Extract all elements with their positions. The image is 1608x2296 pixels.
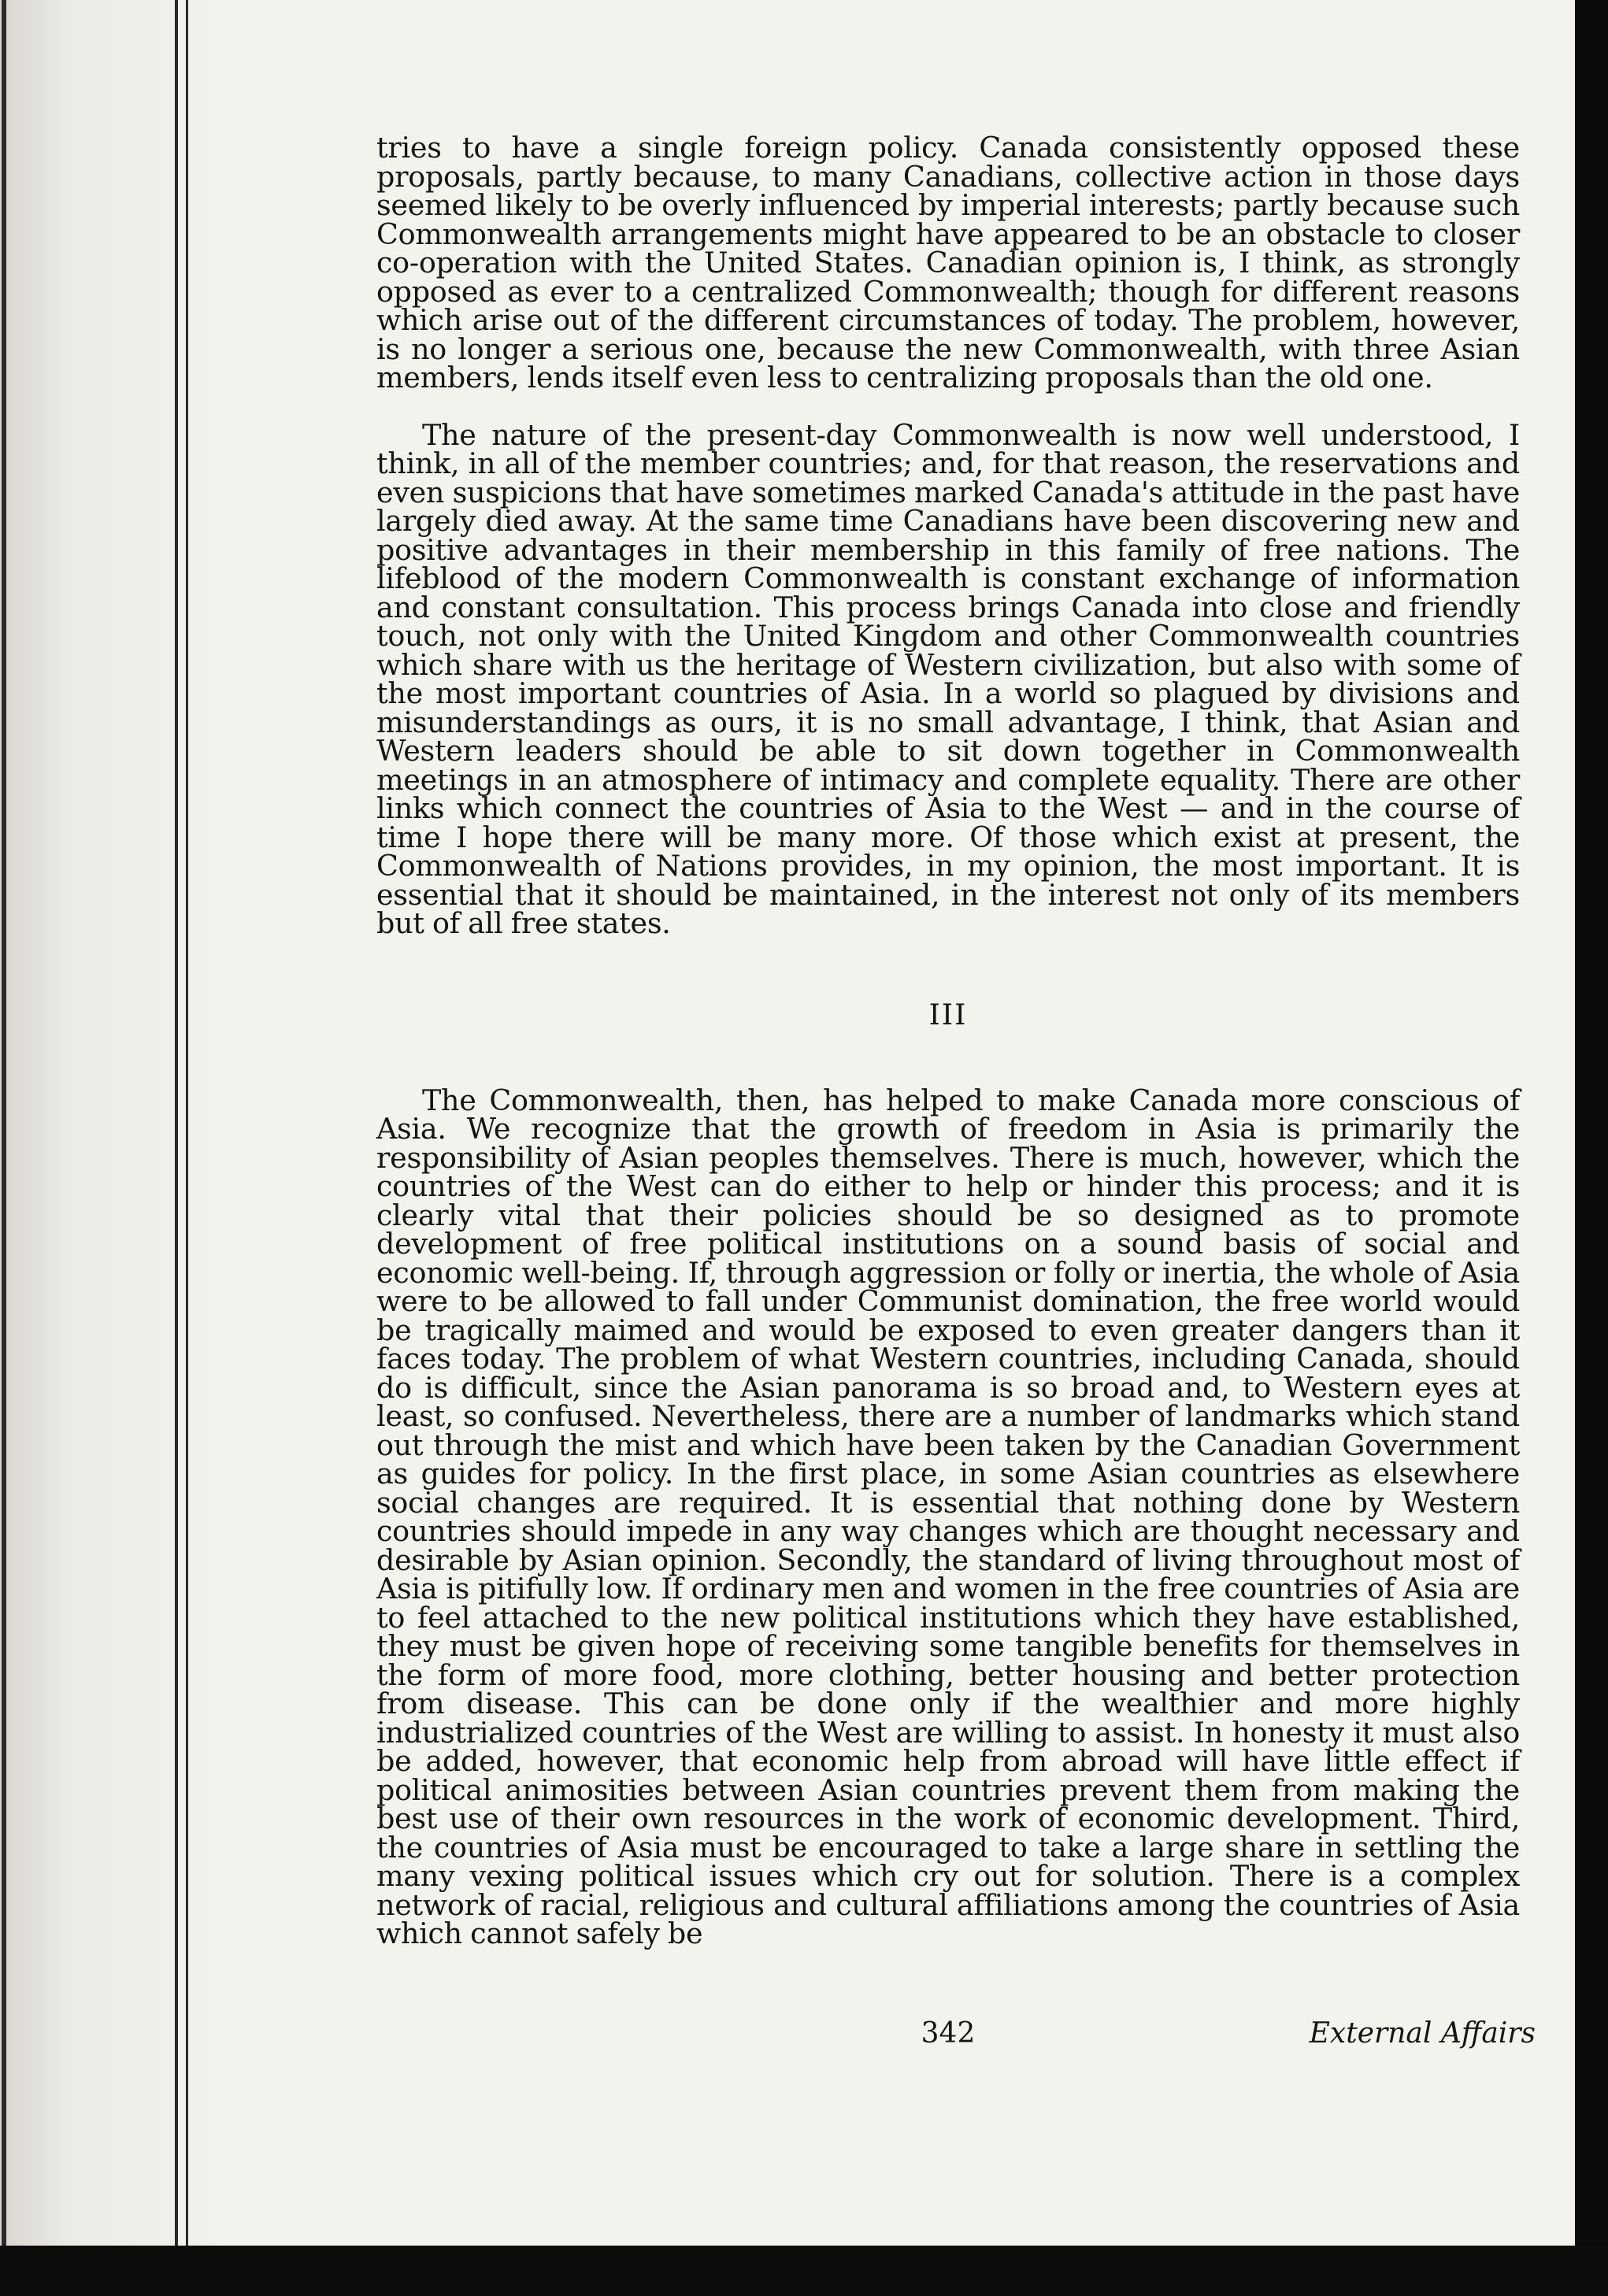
paragraph-3: The Commonwealth, then, has helped to make Canada more conscious of Asia. We recognize that the growth of freedom in Asia is primarily the responsibility of Asian peoples themselves. There is much, however, which the countries of the West can do either to help or hinder this process; and it is clearly vital that their policies should be so designed as to promote development of free political institutions on a sound basis of social and economic well-being. If, through aggression or folly or inertia, the whole of Asia were to be allowed to fall under Communist domination, the free world would be tragically maimed and would be exposed to even greater dangers than it faces today. The problem of what Western countries, including Canada, should do is difficult, since the Asian panorama is so broad and, to Western eyes at least, so confused. Nevertheless, there are a number of landmarks which stand out through the mist and which have been taken by the Canadian Government as guides for policy. In the first place, in some Asian countries as elsewhere social changes are required. It is essential that nothing done by Western countries should impede in any way changes which are thought necessary and desirable by Asian opinion. Secondly, the standard of living throughout most of Asia is pitifully low. If ordinary men and women in the free countries of Asia are to feel attached to the new political institutions which they have established, they must be given hope of receiving some tangible benefits for themselves in the form of more food, more clothing, better housing and better protection from disease. This can be done only if the wealthier and more highly industrialized countries of the West are willing to assist. In honesty it must also be added, however, that economic help from abroad will have little effect if political animosities between Asian countries prevent them from making the best use of their own resources in the work of economic development. Third, the countries of Asia must be encouraged to take a large share in settling the many vexing political issues which cry out for solution. There is a complex network of racial, religious and cultural affiliations among the countries of Asia which cannot safely be [376,1083,1520,1950]
section-heading: III [928,998,968,1031]
binding-shadow-line [186,0,188,2296]
scan-bottom-edge [0,2246,1608,2296]
page-body [376,131,1520,1950]
binding-shadow-line [2,0,6,2296]
paragraph-1: tries to have a single foreign policy. Canada consistently opposed these proposals, partly because, to many Canadians, collective action in those days seemed likely to be overly influenced by imperial interests; partly because such Commonwealth arrangements might have appeared to be an obstacle to closer co-operation with the United States. Canadian opinion is, I think, as strongly opposed as ever to a centralized Commonwealth; though for different reasons which arise out of the different circumstances of today. The problem, however, is no longer a serious one, because the new Commonwealth, with three Asian members, lends itself even less to centralizing proposals than the old one. [376,131,1520,394]
scan-left-margin [0,0,236,2296]
binding-shadow-line [175,0,178,2296]
running-title: External Affairs [1309,2017,1536,2050]
page-footer [376,2017,1536,2057]
page-number: 342 [921,2017,976,2050]
scan-right-edge [1575,0,1608,2296]
paragraph-2: The nature of the present-day Commonwealth is now well understood, I think, in all of the member countries; and, for that reason, the reservations and even suspicions that have sometimes marked Canada's attitude in the past have largely died away. At the same time Canadians have been discovering new and positive advantages in their membership in this family of free nations. The lifeblood of the modern Commonwealth is constant exchange of information and constant consultation. This process brings Canada into close and friendly touch, not only with the United Kingdom and other Commonwealth countries which share with us the heritage of Western civilization, but also with some of the most important countries of Asia. In a world so plagued by divisions and misunderstandings as ours, it is no small advantage, I think, that Asian and Western leaders should be able to sit down together in Commonwealth meetings in an atmosphere of intimacy and complete equality. There are other links which connect the countries of Asia to the West — and in the course of time I hope there will be many more. Of those which exist at present, the Commonwealth of Nations provides, in my opinion, the most important. It is essential that it should be maintained, in the interest not only of its members but of all free states. [376,417,1520,940]
